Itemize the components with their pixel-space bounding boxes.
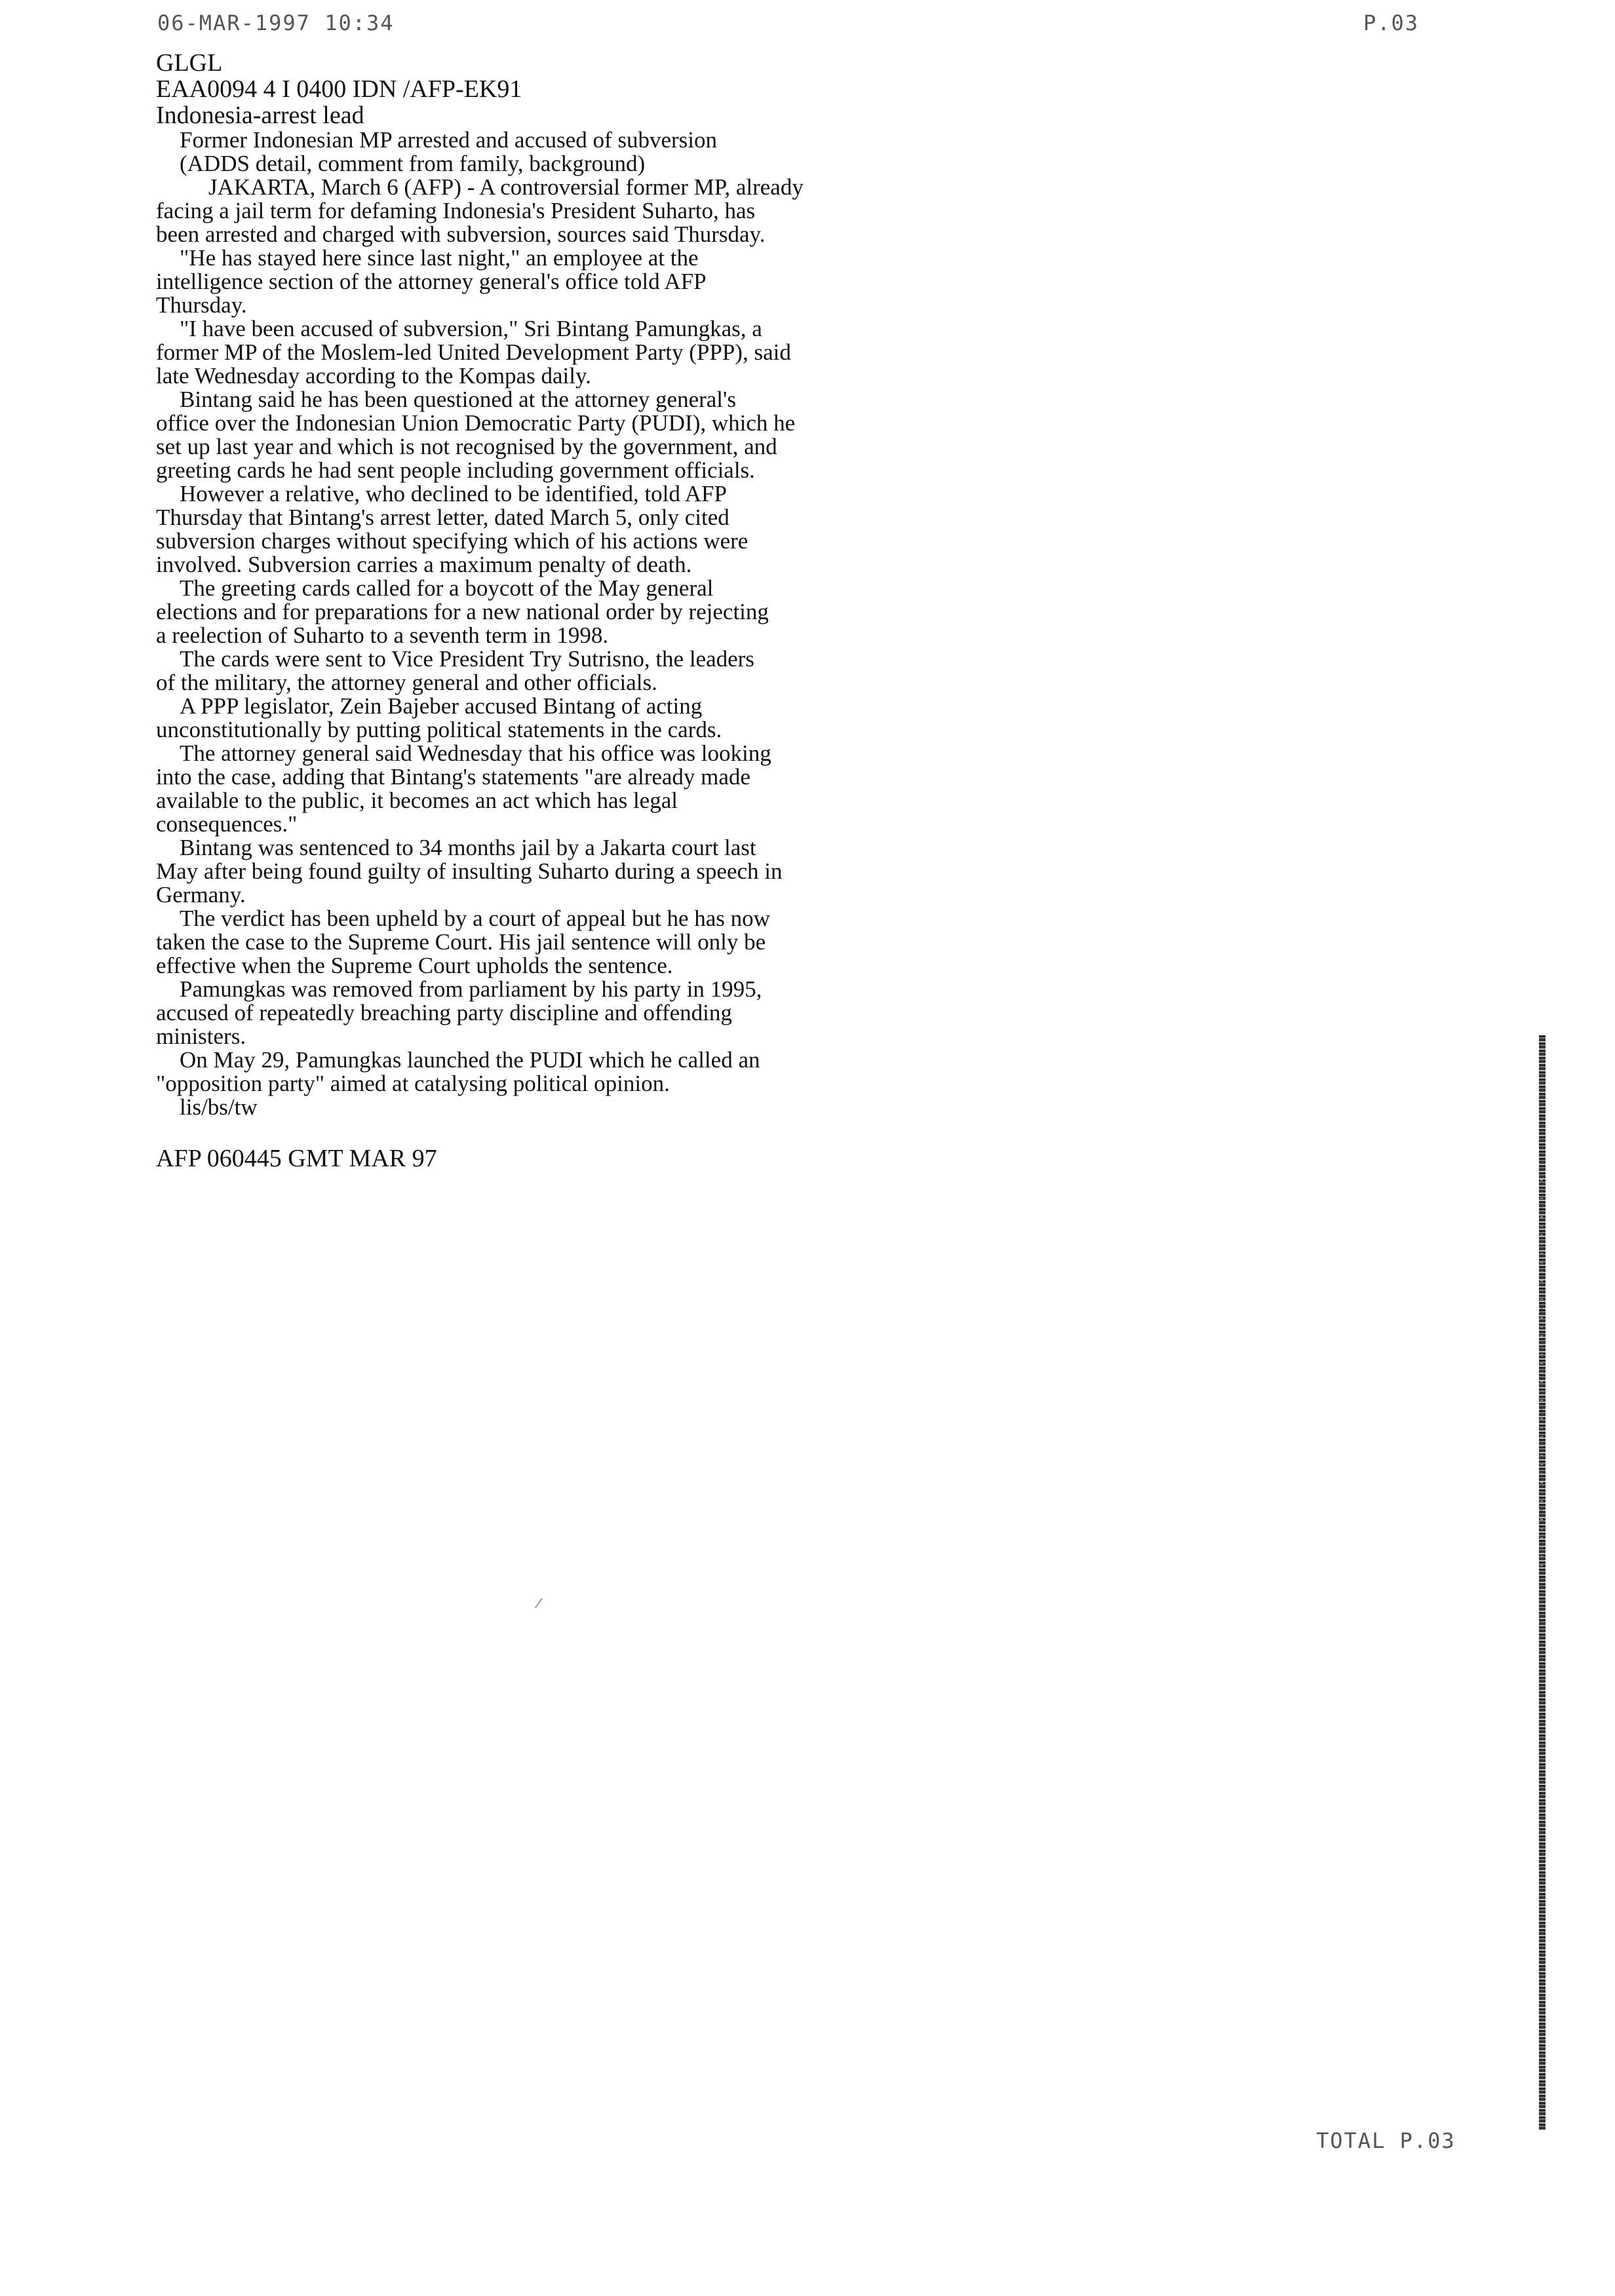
body-line: subversion charges without specifying which of his actions were <box>156 528 749 554</box>
body-line: of the military, the attorney general and other officials. <box>156 670 657 695</box>
fax-total-pages: TOTAL P.03 <box>1316 2128 1456 2153</box>
body-line: lis/bs/tw <box>180 1094 258 1120</box>
article-footer: AFP 060445 GMT MAR 97 <box>156 1145 437 1172</box>
fax-page-number: P.03 <box>1363 10 1420 35</box>
body-line: available to the public, it becomes an act which has legal <box>156 788 678 813</box>
body-line: "He has stayed here since last night," an employee at the <box>180 245 699 271</box>
body-line: "opposition party" aimed at catalysing political opinion. <box>156 1071 670 1096</box>
scan-edge-noise-faint <box>1540 1179 1543 1573</box>
body-line: Thursday that Bintang's arrest letter, dated March 5, only cited <box>156 505 730 530</box>
body-line: On May 29, Pamungkas launched the PUDI which he called an <box>180 1047 760 1073</box>
body-line: JAKARTA, March 6 (AFP) - A controversial former MP, already <box>208 174 804 200</box>
body-line: been arrested and charged with subversion, sources said Thursday. <box>156 221 766 247</box>
body-line: Thursday. <box>156 292 247 318</box>
body-line: greeting cards he had sent people including government officials. <box>156 457 755 483</box>
body-line: former MP of the Moslem-led United Development Party (PPP), said <box>156 339 791 365</box>
wire-article <box>156 50 995 1172</box>
body-line: The verdict has been upheld by a court of appeal but he has now <box>180 906 770 931</box>
body-line: into the case, adding that Bintang's statements "are already made <box>156 764 750 790</box>
body-line: The attorney general said Wednesday that his office was looking <box>180 740 771 766</box>
wire-routing: GLGL <box>156 49 223 77</box>
article-subhead: (ADDS detail, comment from family, background) <box>180 151 646 176</box>
article-headline: Former Indonesian MP arrested and accused of subversion <box>180 127 718 153</box>
body-line: involved. Subversion carries a maximum penalty of death. <box>156 552 692 577</box>
body-line: Bintang said he has been questioned at the attorney general's <box>180 387 736 412</box>
body-line: ministers. <box>156 1024 246 1049</box>
body-line: Pamungkas was removed from parliament by his party in 1995, <box>180 976 762 1002</box>
body-line: A PPP legislator, Zein Bajeber accused Bintang of acting <box>180 693 703 719</box>
body-line: intelligence section of the attorney general's office told AFP <box>156 269 707 294</box>
body-line: The cards were sent to Vice President Try Sutrisno, the leaders <box>180 646 754 672</box>
fax-datetime: 06-MAR-1997 10:34 <box>157 10 395 35</box>
spacer <box>156 1119 995 1145</box>
wire-slug: Indonesia-arrest lead <box>156 102 364 129</box>
body-line: accused of repeatedly breaching party discipline and offending <box>156 1000 732 1025</box>
body-line: a reelection of Suharto to a seventh term in 1998. <box>156 622 609 648</box>
body-line: office over the Indonesian Union Democratic Party (PUDI), which he <box>156 410 796 436</box>
body-line: "I have been accused of subversion," Sri Bintang Pamungkas, a <box>180 316 762 341</box>
body-line: set up last year and which is not recognised by the government, and <box>156 434 777 459</box>
body-line: elections and for preparations for a new national order by rejecting <box>156 599 769 624</box>
body-line: facing a jail term for defaming Indonesia's President Suharto, has <box>156 198 756 223</box>
body-line: effective when the Supreme Court upholds the sentence. <box>156 953 673 978</box>
article-body <box>156 176 995 1119</box>
body-line: taken the case to the Supreme Court. His jail sentence will only be <box>156 929 766 955</box>
body-line: Germany. <box>156 882 246 908</box>
body-line: Bintang was sentenced to 34 months jail by a Jakarta court last <box>180 835 756 860</box>
body-line: However a relative, who declined to be identified, told AFP <box>180 481 727 507</box>
body-line: consequences." <box>156 811 298 837</box>
body-line: late Wednesday according to the Kompas daily. <box>156 363 591 389</box>
stray-mark <box>535 1598 547 1611</box>
fax-header <box>157 10 1468 50</box>
body-line: unconstitutionally by putting political statements in the cards. <box>156 717 722 742</box>
body-line: May after being found guilty of insulting Suharto during a speech in <box>156 858 783 884</box>
wire-id-line: EAA0094 4 I 0400 IDN /AFP-EK91 <box>156 75 522 103</box>
body-line: The greeting cards called for a boycott of the May general <box>180 575 714 601</box>
